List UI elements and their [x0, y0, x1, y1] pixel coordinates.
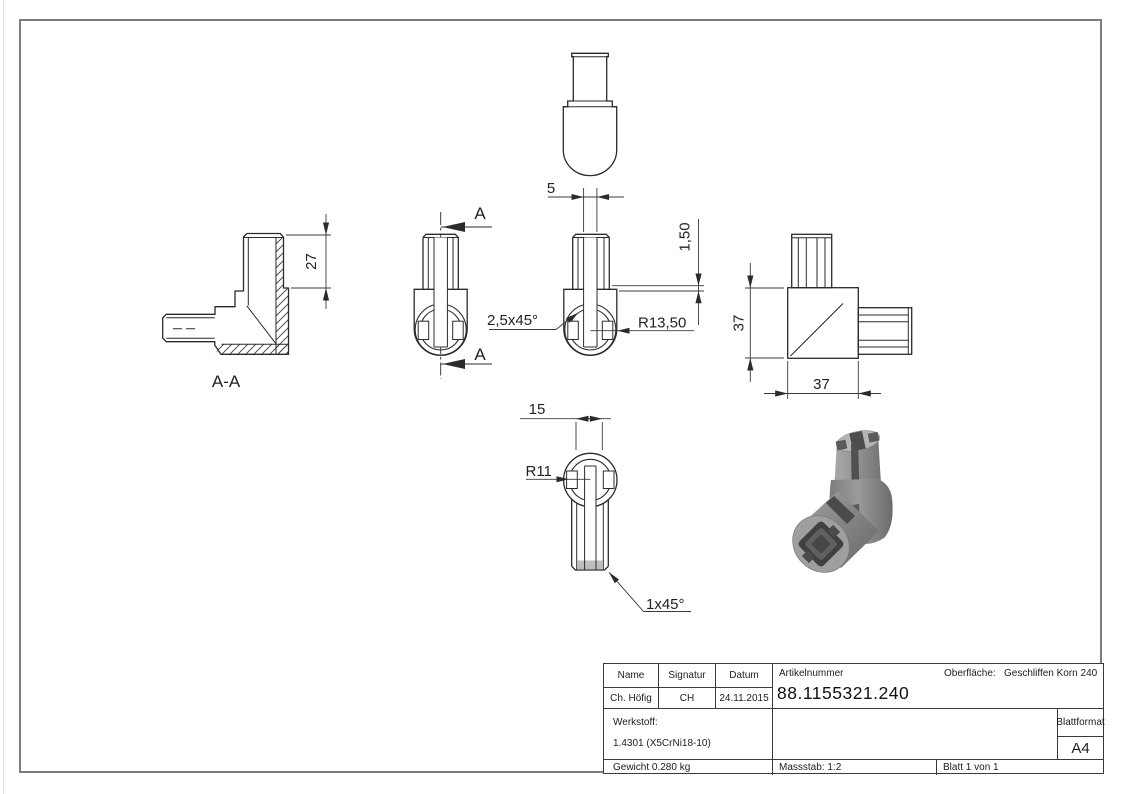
- title-value-date: 24.11.2015: [716, 688, 773, 709]
- end-cap-outline: [563, 53, 616, 175]
- dimension-15: [520, 416, 611, 450]
- view-top: [487, 53, 704, 355]
- article-number-value: 88.1155321.240: [777, 683, 910, 703]
- dimension-37-vertical: [745, 263, 784, 382]
- view-front: [414, 204, 492, 379]
- surface-label: Oberfläche:: [944, 668, 996, 679]
- radius-r11-text: R11: [525, 463, 552, 480]
- cut-label-a-top: A: [474, 204, 486, 223]
- view-bottom: [520, 401, 691, 613]
- sheet-number-text: Blatt 1 von 1: [943, 762, 999, 773]
- dim-1-50-text: 1,50: [676, 222, 694, 252]
- weight-text: Gewicht 0.280 kg: [604, 760, 773, 775]
- view-section-aa: [163, 214, 331, 391]
- title-col-date: Datum: [716, 664, 773, 688]
- empty-cell: [773, 709, 1058, 760]
- dimension-5: [548, 188, 624, 232]
- article-number-label: Artikelnummer: [779, 668, 844, 679]
- sheet-format-label: Blattformat: [1058, 709, 1103, 737]
- dim-27-text: 27: [303, 253, 320, 270]
- title-col-name: Name: [604, 664, 659, 688]
- surface-value: Geschliffen Korn 240: [1004, 668, 1098, 679]
- sheet-format-value: A4: [1058, 737, 1103, 760]
- article-cell: [773, 664, 1103, 709]
- chamfer-2-5-text: 2,5x45°: [487, 312, 539, 329]
- radius-r13-50-text: R13,50: [638, 314, 687, 332]
- view-right: [731, 234, 912, 399]
- title-col-signature: Signatur: [659, 664, 716, 688]
- dim-15-text: 15: [528, 401, 546, 418]
- scale-text: Massstab: 1:2: [773, 760, 937, 775]
- material-cell: [604, 709, 773, 760]
- dim-5-text: 5: [546, 180, 556, 197]
- dim-37-vertical-text: 37: [730, 314, 748, 332]
- cut-label-a-bottom: A: [474, 345, 486, 364]
- iso-render: [781, 427, 893, 584]
- title-block: [603, 663, 1104, 774]
- title-value-signature: CH: [659, 688, 716, 709]
- chamfer-1x45-text: 1x45°: [646, 596, 685, 613]
- title-value-name: Ch. Höfig: [604, 688, 659, 709]
- material-value: 1.4301 (X5CrNi18-10): [613, 738, 711, 749]
- dim-37-horizontal-text: 37: [813, 376, 830, 393]
- section-aa-label: A-A: [211, 372, 241, 391]
- material-label: Werkstoff:: [613, 717, 658, 728]
